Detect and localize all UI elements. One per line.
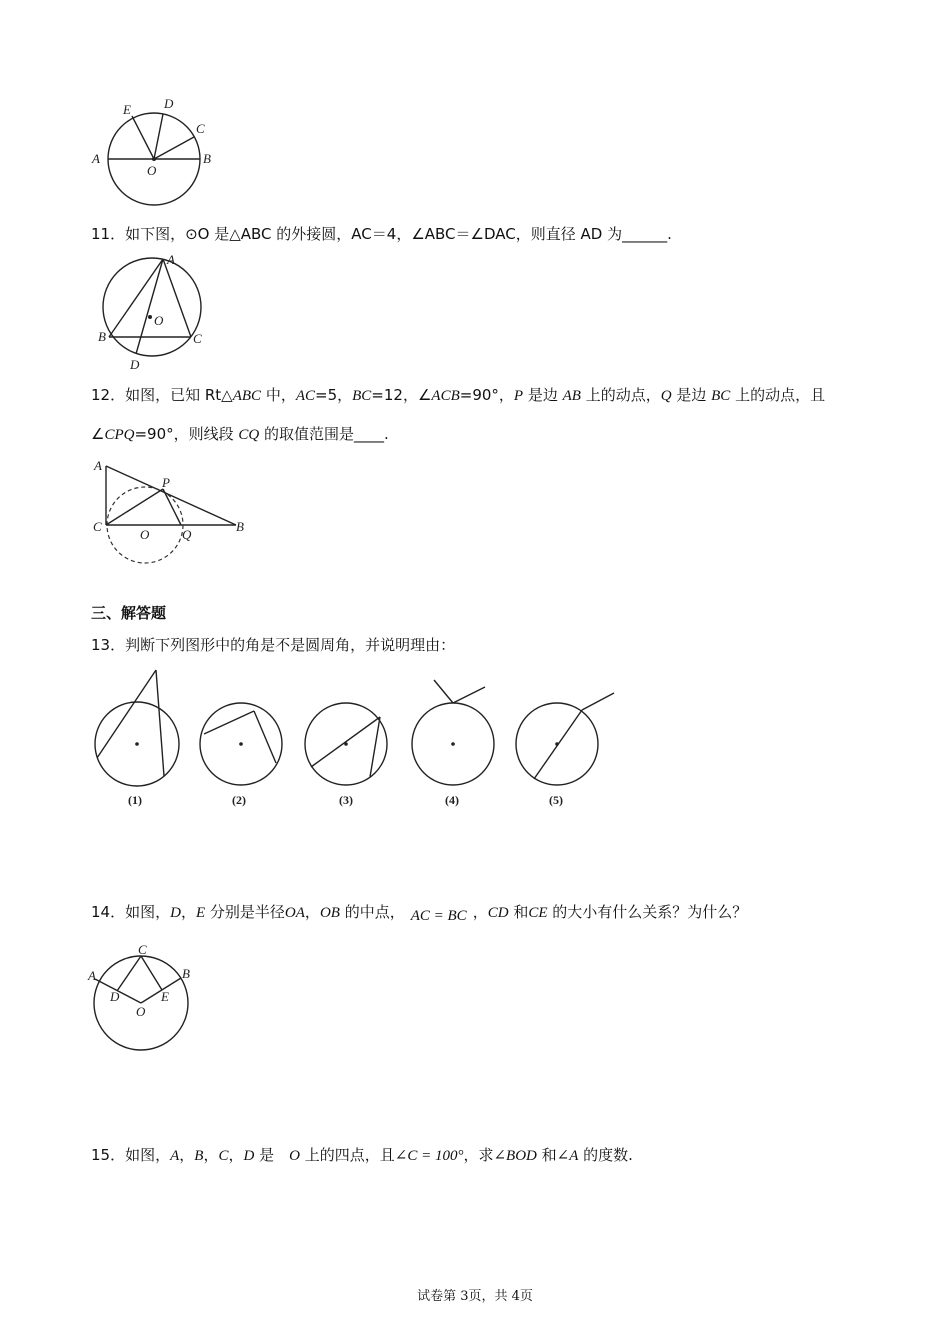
figure-q13 — [88, 668, 628, 813]
question-15: 15．如图，A，B，C，D 是 O 上的四点，且∠C = 100°，求∠BOD 和∠A 的度数. — [91, 1146, 633, 1164]
question-number: 11． — [91, 225, 126, 243]
label-q: Q — [182, 527, 192, 542]
label-e: E — [161, 989, 169, 1004]
label-c: C — [138, 942, 147, 957]
question-number: 13． — [91, 636, 126, 654]
label-b: B — [182, 966, 190, 981]
question-11 — [91, 223, 672, 245]
question-12-line2: ∠CPQ=90°，则线段 CQ 的取值范围是____. — [91, 425, 389, 443]
label-b: B — [236, 519, 244, 534]
question-12-line1: 12．如图，已知 Rt△ABC 中，AC=5，BC=12，∠ACB=90°，P 是边 AB 上的动点，Q 是边 BC 上的动点，且 — [91, 386, 826, 404]
label-b: B — [203, 151, 211, 166]
label-c: C — [193, 331, 202, 346]
question-14: 14．如图，D，E 分别是半径OA，OB 的中点， AC = BC ，CD 和CE 的大小有什么关系？为什么？ — [91, 901, 747, 924]
figure-q14 — [86, 940, 206, 1060]
label-d: D — [164, 96, 174, 111]
label-a: A — [92, 151, 100, 166]
label-e: E — [123, 102, 131, 117]
question-number: 15． — [91, 1146, 126, 1164]
label-o: O — [140, 527, 150, 542]
page-footer: 试卷第 3页，共 4页 — [417, 1289, 533, 1304]
question-number: 12． — [91, 386, 126, 404]
question-number: 14． — [91, 903, 126, 921]
label-b: B — [98, 329, 106, 344]
arc-equation: AC = BC — [410, 908, 467, 924]
label-d: D — [110, 989, 120, 1004]
figure-q11 — [90, 250, 220, 375]
figure-q12 — [90, 458, 250, 568]
section-title: 三、解答题 — [91, 604, 167, 622]
caption-3: (3) — [339, 793, 353, 807]
question-13 — [91, 634, 455, 656]
caption-2: (2) — [232, 793, 246, 807]
label-d: D — [130, 357, 140, 372]
label-o: O — [136, 1004, 146, 1019]
label-c: C — [196, 121, 205, 136]
caption-4: (4) — [445, 793, 459, 807]
caption-5: (5) — [549, 793, 563, 807]
label-o: O — [154, 313, 164, 328]
label-a: A — [167, 252, 175, 267]
figure-q10 — [90, 95, 220, 210]
label-a: A — [88, 968, 96, 983]
label-o: O — [147, 163, 157, 178]
question-text: 判断下列图形中的角是不是圆周角，并说明理由： — [125, 636, 456, 654]
caption-1: (1) — [128, 793, 142, 807]
label-c: C — [93, 519, 102, 534]
label-a: A — [94, 458, 102, 473]
label-p: P — [162, 475, 170, 490]
question-text: 如下图，⊙O 是△ABC 的外接圆，AC＝4，∠ABC＝∠DAC，则直径 AD 为______. — [125, 225, 672, 243]
